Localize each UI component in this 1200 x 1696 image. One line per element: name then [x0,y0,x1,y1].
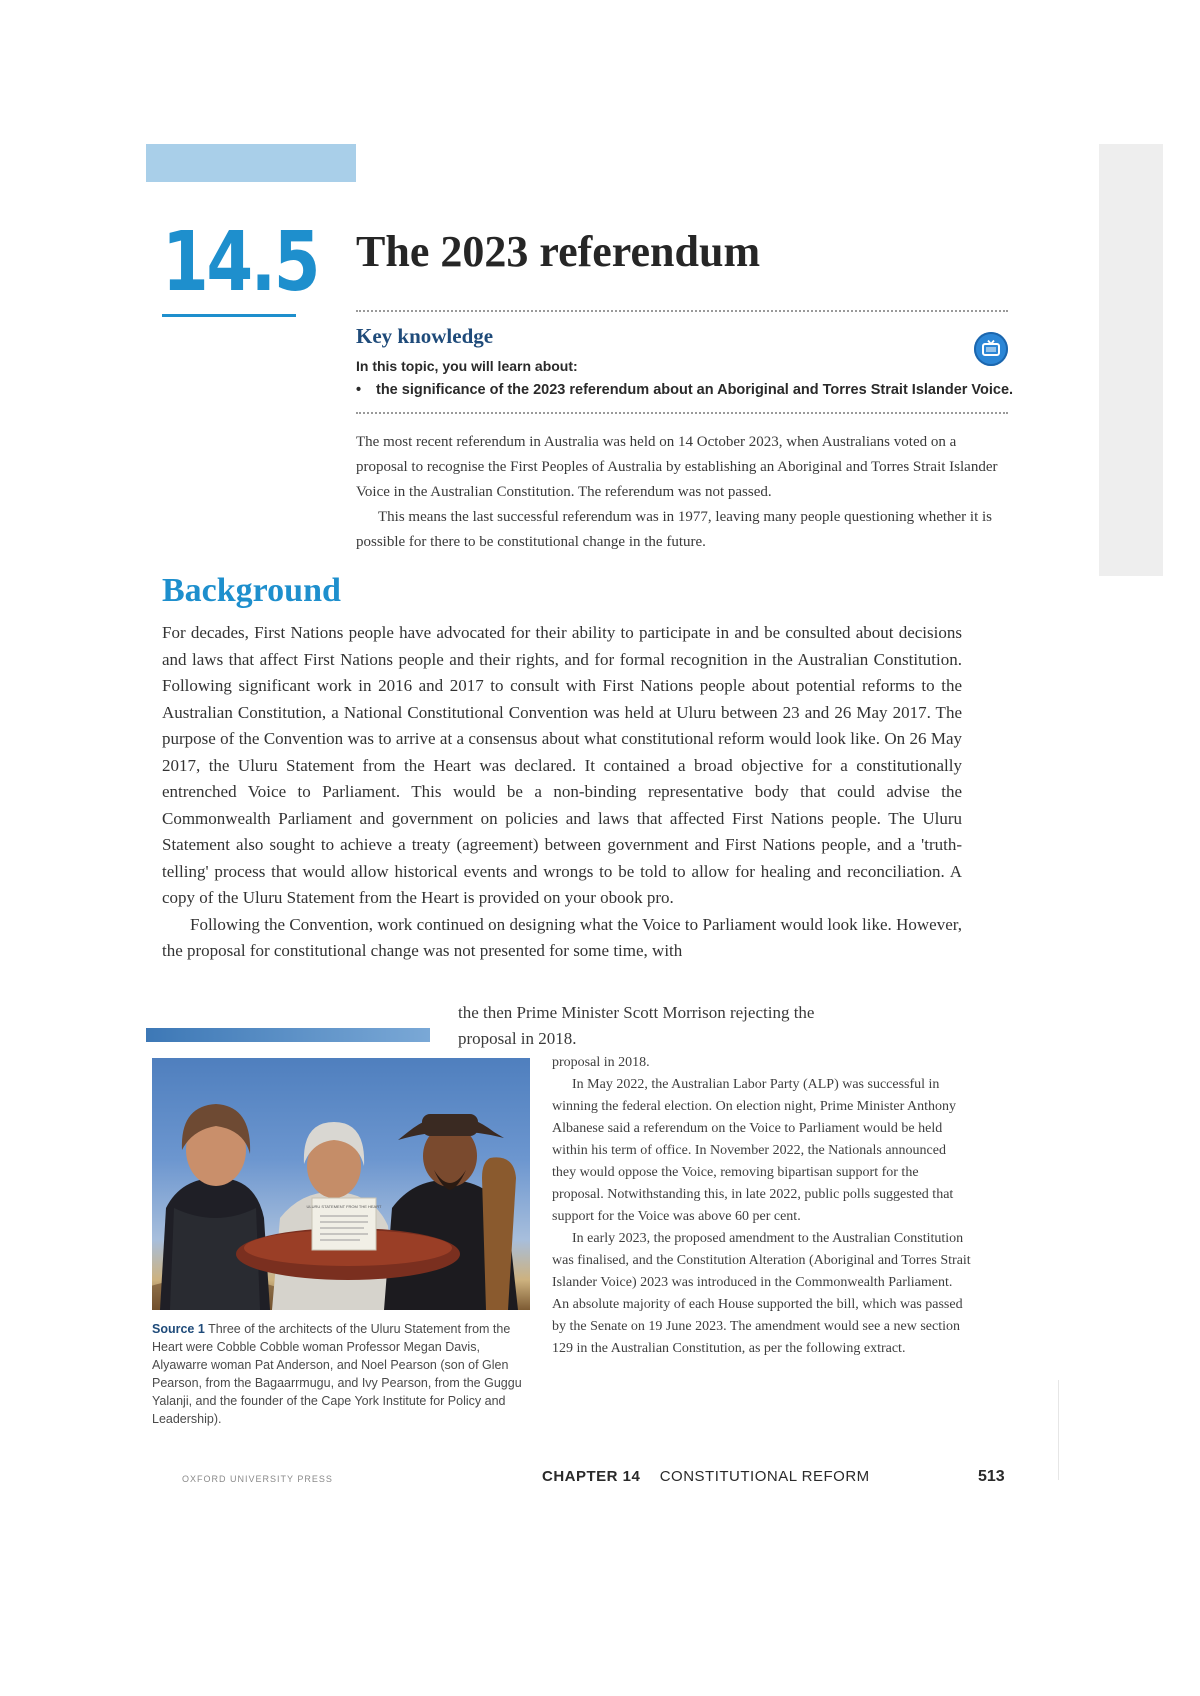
page-title: The 2023 referendum [356,227,761,276]
caption-text: Three of the architects of the Uluru Statement from the Heart were Cobble Cobble woman Professor Megan Davis, Alyawarre woman Pat Anderson, and Noel Pearson (son of Glen Pearson, from the Bagaarrmugu, and Ivy Pearson, from the Guggu Yalanji, and the founder of the Cape York Institute for Policy and Leadership). [152,1322,522,1426]
photo-document-text: ULURU STATEMENT FROM THE HEART [306,1204,382,1209]
footer-chapter-label: CHAPTER 14 [542,1468,641,1485]
photo-header-bar [146,1028,430,1042]
background-text [162,620,962,965]
key-knowledge-bottom-divider [356,412,1008,414]
footer-chapter-title: CONSTITUTIONAL REFORM [659,1468,870,1485]
background-heading: Background [162,572,341,609]
continuation-line: proposal in 2018. [458,1029,577,1048]
background-continuation [458,1000,888,1052]
tv-icon-glyph [981,339,1001,359]
intro-text [356,430,1008,555]
intro-paragraph: The most recent referendum in Australia was held on 14 October 2023, when Australians voted on a proposal to recognise the First Peoples of Australia by establishing an Aboriginal and Torres Strait Islander Voice in the Australian Constitution. The referendum was not passed. [356,434,998,500]
key-knowledge-intro: In this topic, you will learn about: [356,358,578,374]
page-number: 513 [978,1468,1005,1485]
photo-uluru-statement-architects [152,1058,530,1310]
side-margin-tab [1099,144,1163,576]
footer-margin-rule [1058,1380,1059,1480]
right-column-paragraph: In May 2022, the Australian Labor Party (ALP) was successful in winning the federal election. On election night, Prime Minister Anthony Albanese said a referendum on the Voice to Parliament would be held within his term of office. In November 2022, the Nationals announced they would oppose the Voice, removing bipartisan support for the proposal. Notwithstanding this, in late 2022, public polls suggested that support for the Voice was above 60 per cent. [552,1077,956,1224]
intro-paragraph: This means the last successful referendum was in 1977, leaving many people questioning whether it is possible for there to be constitutional change in the future. [356,509,993,550]
footer-chapter [542,1468,870,1485]
right-column-text [552,1052,972,1360]
bullet-dot-icon: • [356,382,362,398]
header-color-tab [146,144,356,182]
key-knowledge-top-divider [356,310,1008,312]
key-knowledge-heading: Key knowledge [356,324,494,348]
right-column-paragraph: In early 2023, the proposed amendment to the Australian Constitution was finalised, and the Constitution Alteration (Aboriginal and Torres Strait Islander Voice) 2023 was introduced in the Commonwealth Parliament. An absolute majority of each House supported the bill, which was passed by the Senate on 19 June 2023. The amendment would see a new section 129 in the Australian Constitution, as per the following extract. [552,1231,971,1356]
continuation-line: the then Prime Minister Scott Morrison rejecting the [458,1003,815,1022]
key-knowledge-bullet-text: the significance of the 2023 referendum about an Aboriginal and Torres Strait Islander Voice. [376,382,1014,398]
section-number: 14.5 [162,215,319,310]
photo-caption [152,1320,532,1428]
photo-illustration [152,1058,530,1310]
key-knowledge-bullet [356,382,1013,398]
section-number-underline [162,314,296,317]
caption-label: Source 1 [152,1322,205,1336]
tv-icon[interactable] [974,332,1008,366]
background-paragraph: Following the Convention, work continued on designing what the Voice to Parliament would look like. However, the proposal for constitutional change was not presented for some time, with [162,914,962,960]
background-paragraph: For decades, First Nations people have advocated for their ability to participate in and be consulted about decisions and laws that affect First Nations people and their rights, and for formal recognition in the Australian Constitution. Following significant work in 2016 and 2017 to consult with First Nations people about potential reforms to the Australian Constitution, a National Constitutional Convention was held at Uluru between 23 and 26 May 2017. The purpose of the Convention was to arrive at a consensus about what constitutional reform would look like. On 26 May 2017, the Uluru Statement from the Heart was declared. It contained a broad objective for a constitutionally entrenched Voice to Parliament. This would be a non-binding representative body that could advise the Commonwealth Parliament and government on policies and laws that affected First Nations people. The Uluru Statement also sought to achieve a treaty (agreement) between government and First Nations people, and a 'truth-telling' process that would allow historical events and wrongs to be told to allow for healing and reconciliation. A copy of the Uluru Statement from the Heart is provided on your obook pro. [162,623,962,907]
right-column-paragraph: proposal in 2018. [552,1055,650,1070]
footer-publisher: OXFORD UNIVERSITY PRESS [182,1474,333,1484]
